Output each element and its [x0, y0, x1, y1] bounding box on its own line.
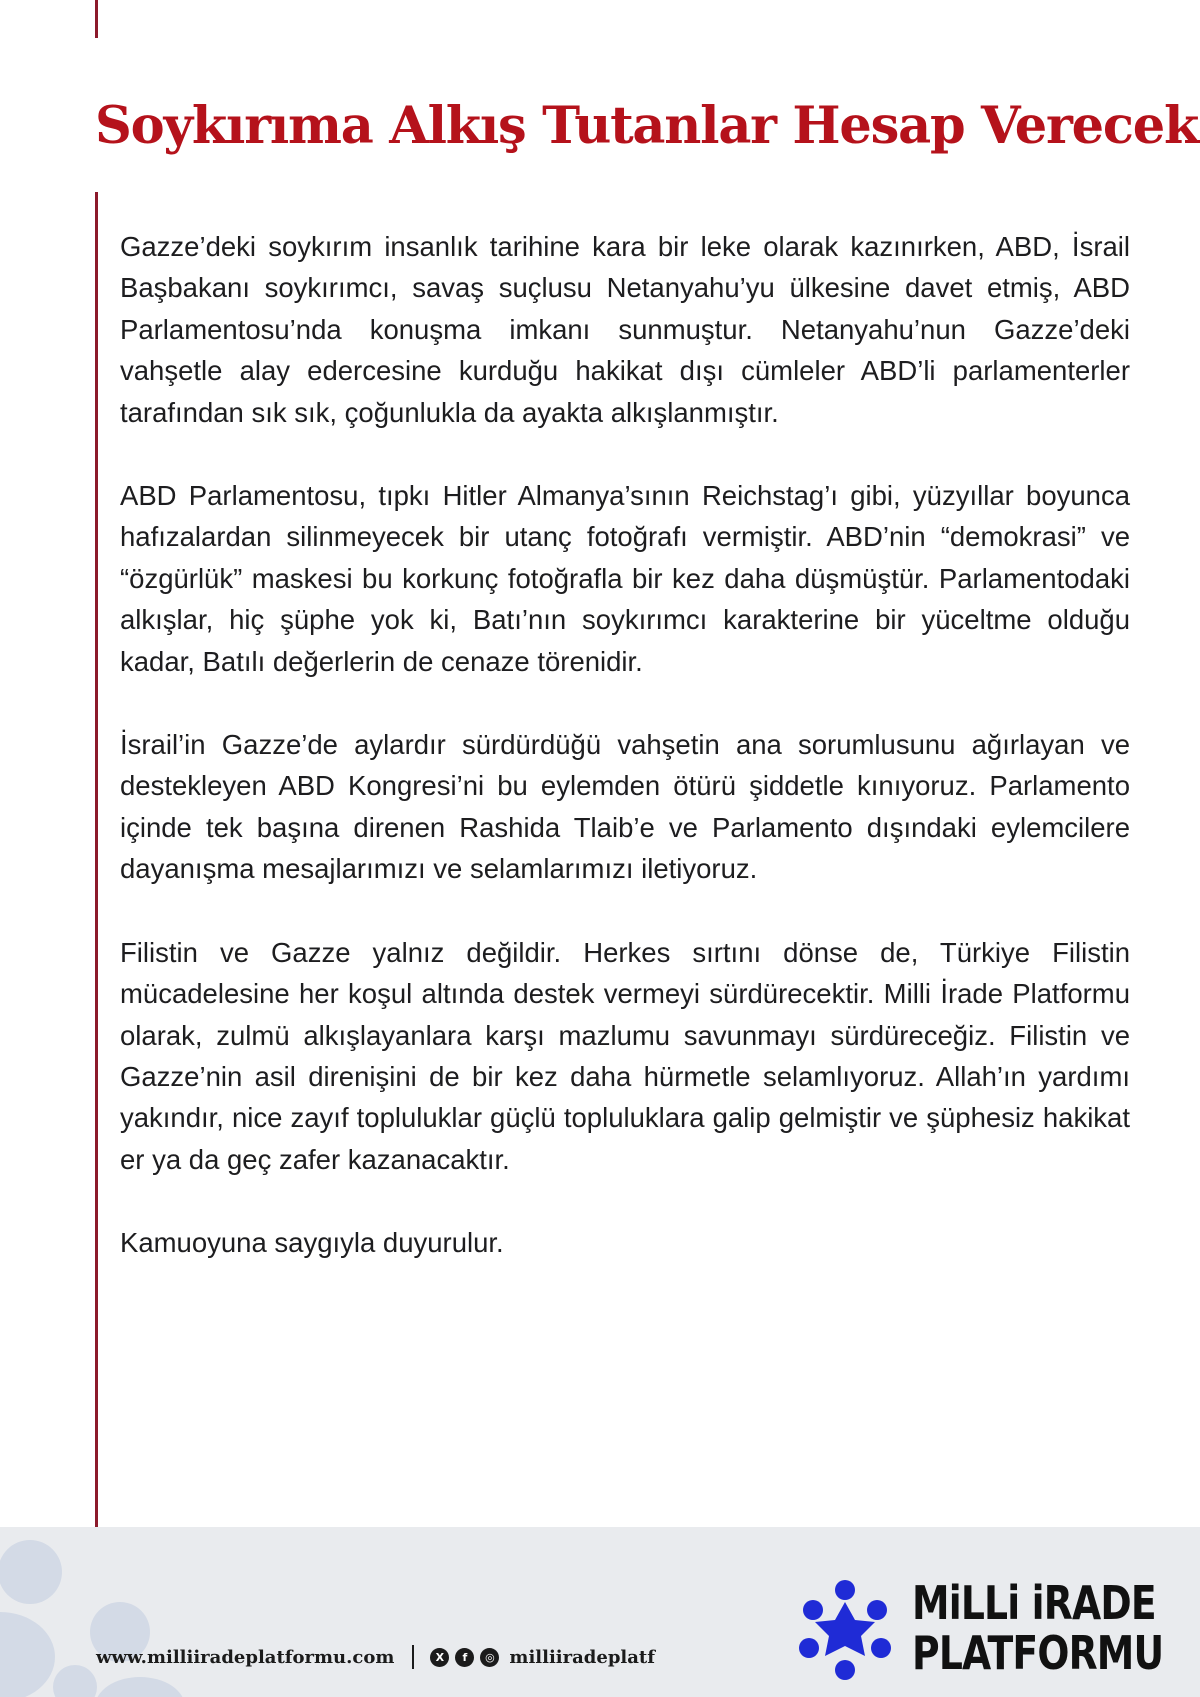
left-accent-rule [95, 192, 98, 1528]
paragraph-1: Gazze’deki soykırım insanlık tarihine kara bir leke olarak kazınırken, ABD, İsrail Başbakanı soykırımcı, savaş suçlusu Netanyahu’yu ülkesine davet etmiş, ABD Parlamentosu’nda konuşma imkanı sunmuştur. Netanyahu’nun Gazze’deki vahşetle alay edercesine kurduğu hakikat dışı cümleler ABD’li parlamenterler tarafından sık sık, çoğunlukla da ayakta alkışlanmıştır. [120, 231, 1130, 428]
paragraph-2: ABD Parlamentosu, tıpkı Hitler Almanya’sının Reichstag’ı gibi, yüzyıllar boyunca hafızalardan silinmeyecek bir utanç fotoğrafı vermiştir. ABD’nin “demokrasi” ve “özgürlük” maskesi bu korkunç fotoğrafla bir kez daha düşmüştür. Parlamentodaki alkışlar, hiç şüphe yok ki, Batı’nın soykırımcı karakterine bir yüceltme olduğu kadar, Batılı değerlerin de cenaze törenidir. [120, 480, 1130, 677]
closing-line: Kamuoyuna saygıyla duyurulur. [120, 1227, 504, 1259]
statement-body [120, 226, 1130, 1306]
website-link[interactable]: www.milliiradeplatformu.com [96, 1646, 395, 1668]
logo-line-1: MiLLi iRADE [912, 1576, 1156, 1630]
platform-logo-icon [795, 1580, 895, 1680]
social-handle[interactable]: milliiradeplatf [509, 1646, 655, 1668]
paragraph-4: Filistin ve Gazze yalnız değildir. Herkes sırtını dönse de, Türkiye Filistin mücadelesine her koşul altında destek vermeyi sürdürecektir. Milli İrade Platformu olarak, zulmü alkışlayanlara karşı mazlumu savunmayı sürdüreceğiz. Filistin ve Gazze’nin asil direnişini de bir kez daha hürmetle selamlıyoruz. Allah’ın yardımı yakındır, nice zayıf topluluklar güçlü topluluklara galip gelmiştir ve şüphesiz hakikat er ya da geç zafer kazanacaktır. [120, 936, 1130, 1175]
facebook-icon[interactable]: f [455, 1648, 474, 1667]
footer-separator [412, 1645, 414, 1669]
instagram-icon[interactable]: ◎ [480, 1648, 499, 1667]
x-icon[interactable]: X [430, 1648, 449, 1667]
page-title: Soykırıma Alkış Tutanlar Hesap Verecek [95, 96, 1199, 156]
top-accent-rule [95, 0, 98, 38]
platform-logo-text [912, 1578, 1163, 1678]
paragraph-3: İsrail’in Gazze’de aylardır sürdürdüğü vahşetin ana sorumlusunu ağırlayan ve destekleyen ABD Kongresi’ni bu eylemden ötürü şiddetle kınıyoruz. Parlamento içinde tek başına direnen Rashida Tlaib’e ve Parlamento dışındaki eylemcilere dayanışma mesajlarımızı ve selamlarımızı iletiyoruz. [120, 729, 1130, 885]
footer-contact [96, 1642, 655, 1672]
logo-line-2: PLATFORMU [912, 1626, 1164, 1680]
decorative-figures-icon [0, 1537, 220, 1697]
